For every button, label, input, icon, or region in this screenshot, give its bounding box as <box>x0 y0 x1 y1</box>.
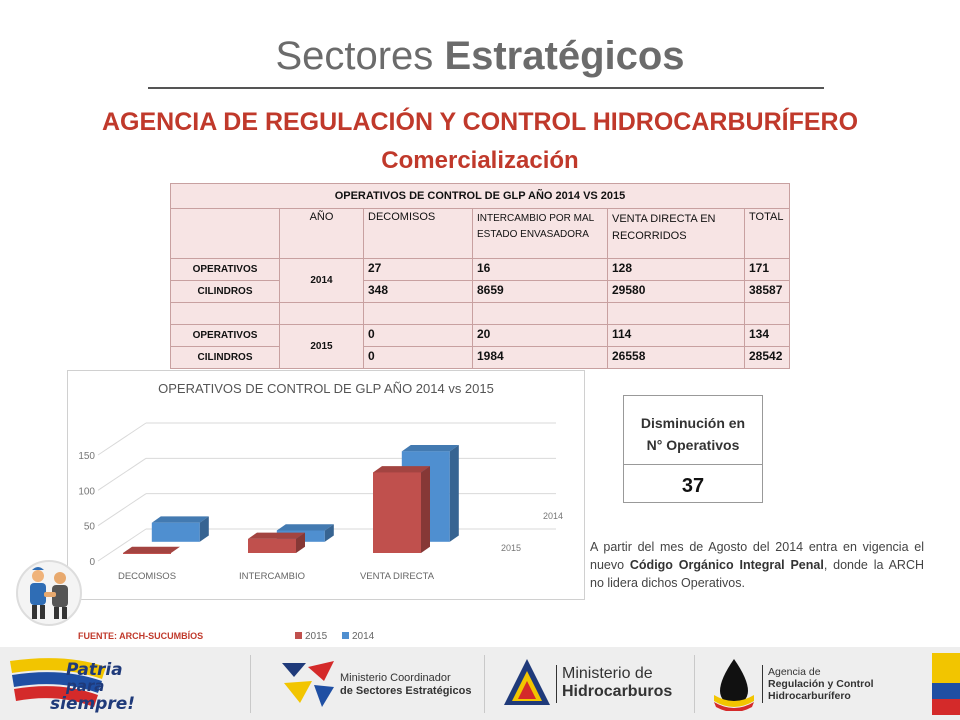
cell-value: 0 <box>364 347 473 369</box>
table-header-intercambio: INTERCAMBIO POR MAL ESTADO ENVASADORA <box>473 209 608 259</box>
coordinador-line1: Ministerio Coordinador <box>340 672 451 684</box>
table-header-empty <box>171 209 280 259</box>
arch-text <box>768 666 874 702</box>
arch-rule <box>762 665 763 703</box>
coordinador-line2: de Sectores Estratégicos <box>340 685 472 697</box>
table-header-decomisos: DECOMISOS <box>364 209 473 259</box>
section-heading: Comercialización <box>381 147 579 174</box>
agency-heading: AGENCIA DE REGULACIÓN Y CONTROL HIDROCARBURÍFERO <box>101 108 859 136</box>
page-title <box>0 34 960 79</box>
title-divider <box>148 87 824 89</box>
cell-value: 27 <box>364 259 473 281</box>
hidro-rule <box>556 665 557 703</box>
cell-value: 0 <box>364 325 473 347</box>
note-text-post: , donde la ARCH no lidera dichos Operativos. <box>590 558 924 590</box>
decrease-label <box>624 412 762 456</box>
patria-line3: siempre! <box>50 694 136 714</box>
row-year: 2015 <box>280 325 364 369</box>
gridline-depth <box>98 529 146 561</box>
handshake-icon <box>14 558 84 628</box>
row-label: OPERATIVOS <box>171 325 280 347</box>
chart-legend <box>290 628 400 644</box>
decrease-divider <box>624 464 762 465</box>
coordinador-emblem-icon <box>278 657 338 711</box>
legend-label-2014: 2014 <box>352 631 375 642</box>
chart-y-ticks <box>78 451 95 568</box>
chart-bars <box>123 445 459 554</box>
bar-chart <box>68 371 584 599</box>
cell-value: 26558 <box>608 347 745 369</box>
table-row-spacer <box>171 303 790 325</box>
footer-separator <box>484 655 485 713</box>
table-header-year: AÑO <box>280 209 364 259</box>
patria-line2: para <box>66 677 105 695</box>
hidro-line2: Hidrocarburos <box>562 683 673 700</box>
cell-value: 128 <box>608 259 745 281</box>
x-tick-label: VENTA DIRECTA <box>359 571 435 582</box>
gridline-depth <box>98 423 146 455</box>
table-row <box>171 347 790 369</box>
y-tick-label: 50 <box>83 521 95 533</box>
arch-line1: Agencia de <box>768 666 821 678</box>
coordinador-text <box>340 672 471 698</box>
hidrocarburos-emblem-icon <box>500 655 554 711</box>
row-label: CILINDROS <box>171 281 280 303</box>
row-year: 2014 <box>280 259 364 303</box>
cell-value: 1984 <box>473 347 608 369</box>
table-row <box>171 281 790 303</box>
bar-2015-2 <box>248 533 305 553</box>
decrease-label-line1: Disminución en <box>640 415 746 431</box>
bar-2015-3 <box>373 466 430 553</box>
table-header-venta: VENTA DIRECTA EN RECORRIDOS <box>608 209 745 259</box>
footer-separator <box>694 655 695 713</box>
patria-logo <box>6 653 176 715</box>
operations-table <box>170 183 790 369</box>
note-text-bold: Código Orgánico Integral Penal <box>629 558 824 572</box>
chart-x-labels <box>118 571 435 582</box>
table-row <box>171 259 790 281</box>
decrease-label-line2: N° Operativos <box>646 437 740 453</box>
depth-label-2015: 2015 <box>501 543 522 553</box>
y-tick-label: 100 <box>78 486 95 498</box>
cell-value: 8659 <box>473 281 608 303</box>
legend-swatch-2015 <box>295 632 302 639</box>
table-row <box>171 325 790 347</box>
row-label: CILINDROS <box>171 347 280 369</box>
x-tick-label: DECOMISOS <box>117 571 177 582</box>
row-label: OPERATIVOS <box>171 259 280 281</box>
cell-value: 171 <box>745 259 790 281</box>
arch-line3: Hidrocarburífero <box>768 690 851 702</box>
cell-value: 134 <box>745 325 790 347</box>
table-caption: OPERATIVOS DE CONTROL DE GLP AÑO 2014 VS 2015 <box>171 184 790 209</box>
table-header-total: TOTAL <box>745 209 790 259</box>
hidrocarburos-text <box>562 665 672 701</box>
decrease-summary-box <box>623 395 763 503</box>
y-tick-label: 0 <box>89 557 95 568</box>
cell-value: 29580 <box>608 281 745 303</box>
title-bold: Estratégicos <box>444 34 685 78</box>
y-tick-label: 150 <box>78 451 95 462</box>
chart-title: OPERATIVOS DE CONTROL DE GLP AÑO 2014 vs 2015 <box>158 381 494 396</box>
cell-value: 28542 <box>745 347 790 369</box>
bar-2014-1 <box>152 516 209 541</box>
title-light: Sectores <box>275 34 434 78</box>
cell-value: 38587 <box>745 281 790 303</box>
legend-label-2015: 2015 <box>305 631 328 642</box>
patria-line1: Patria <box>66 660 123 680</box>
cell-value: 348 <box>364 281 473 303</box>
footer-logo-bar <box>0 647 960 720</box>
legal-note <box>590 538 924 592</box>
cell-value: 20 <box>473 325 608 347</box>
cell-value: 114 <box>608 325 745 347</box>
gridline-depth <box>98 458 146 490</box>
decrease-value: 37 <box>681 475 705 497</box>
arch-line2: Regulación y Control <box>768 678 874 690</box>
gridline-depth <box>98 494 146 526</box>
chart-container <box>67 370 585 600</box>
footer-separator <box>250 655 251 713</box>
hidro-line1: Ministerio de <box>562 665 653 682</box>
cell-value: 16 <box>473 259 608 281</box>
bar-2015-1 <box>123 547 180 554</box>
source-caption: FUENTE: ARCH-SUCUMBÍOS <box>78 631 204 641</box>
note-text-pre: A partir del mes de Agosto del 2014 entra en vigencia el nuevo <box>590 540 924 572</box>
legend-swatch-2014 <box>342 632 349 639</box>
ecuador-flag-icon <box>928 653 960 715</box>
depth-label-2014: 2014 <box>543 511 564 521</box>
arch-emblem-icon <box>708 655 760 711</box>
x-tick-label: INTERCAMBIO <box>239 571 305 582</box>
